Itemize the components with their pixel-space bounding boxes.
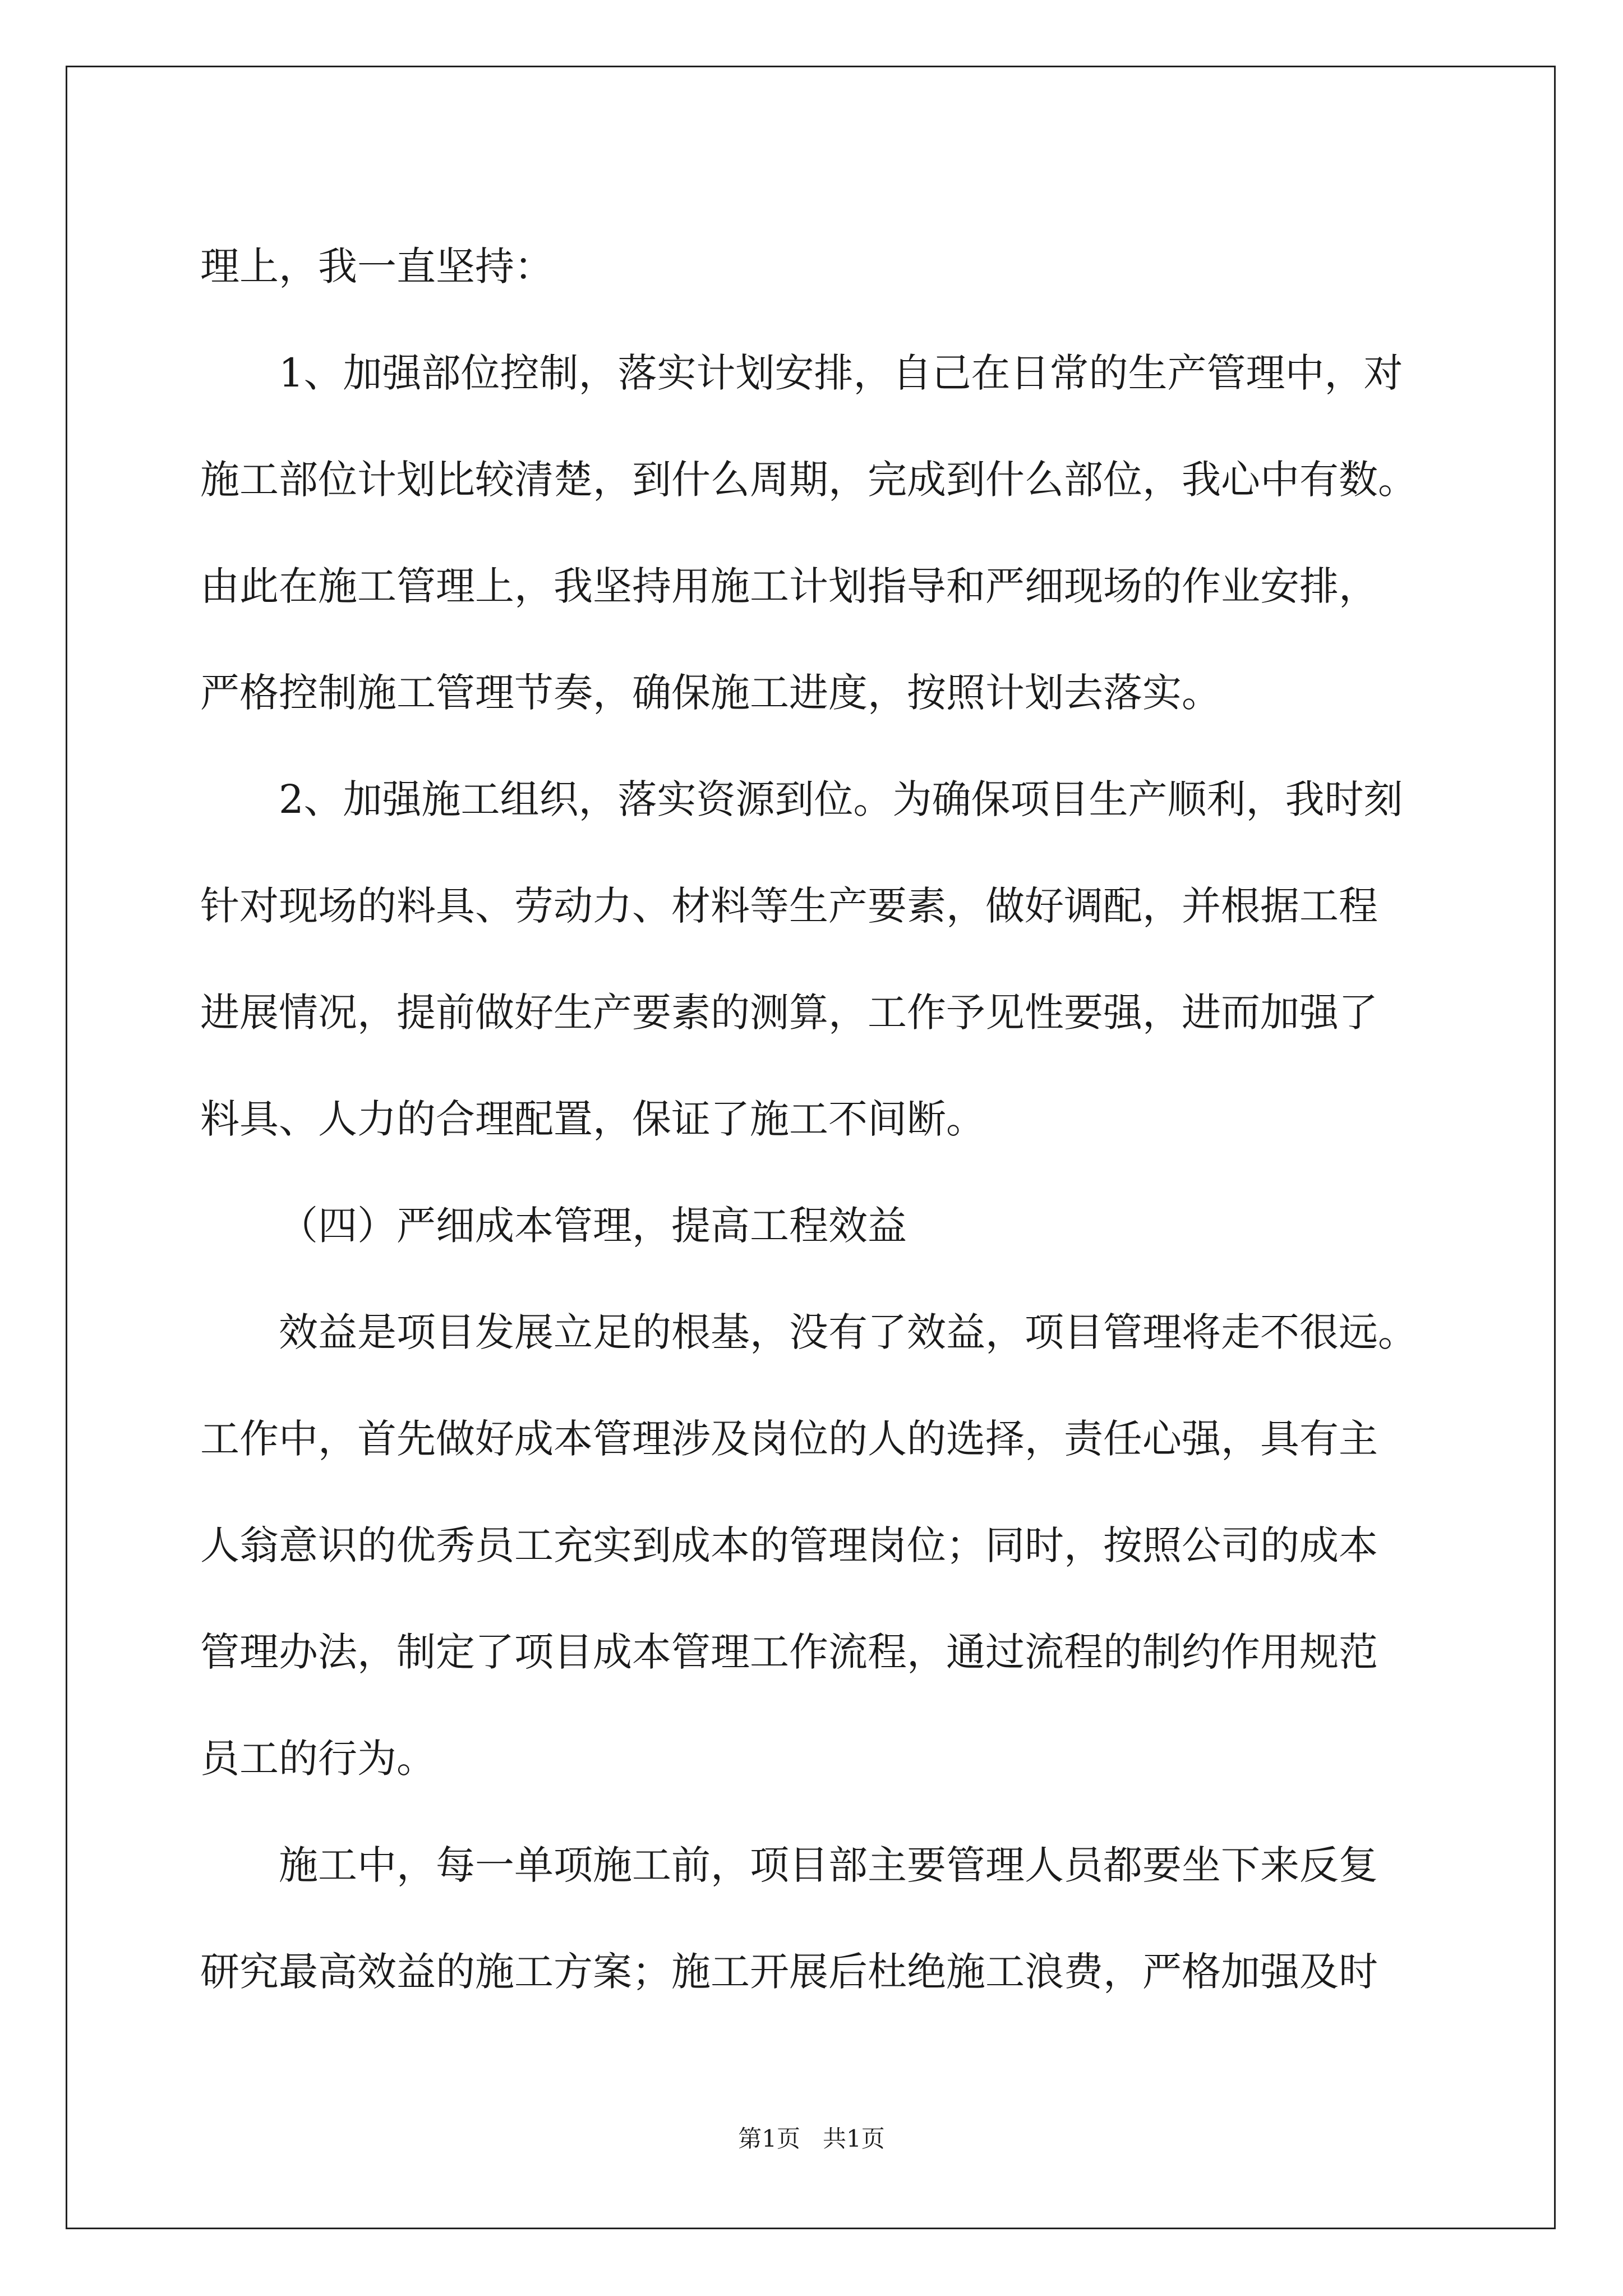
text-line: 效益是项目发展立足的根基，没有了效益，项目管理将走不很远。 <box>279 1309 1417 1355</box>
text-line: 针对现场的料具、劳动力、材料等生产要素，做好调配，并根据工程 <box>200 883 1378 929</box>
text-line: 理上，我一直坚持： <box>200 243 554 289</box>
text-line: 人翁意识的优秀员工充实到成本的管理岗位；同时，按照公司的成本 <box>200 1522 1378 1568</box>
text-line: 由此在施工管理上，我坚持用施工计划指导和严细现场的作业安排， <box>200 563 1378 609</box>
page-footer: 第1页 共1页 <box>738 2125 885 2152</box>
text-line: （四）严细成本管理，提高工程效益 <box>279 1203 907 1249</box>
text-line: 1、加强部位控制，落实计划安排，自己在日常的生产管理中，对 <box>279 350 1403 396</box>
text-line: 施工中，每一单项施工前，项目部主要管理人员都要坐下来反复 <box>279 1842 1378 1888</box>
text-line: 严格控制施工管理节奏，确保施工进度，按照计划去落实。 <box>200 670 1221 716</box>
text-line: 工作中，首先做好成本管理涉及岗位的人的选择，责任心强，具有主 <box>200 1416 1378 1462</box>
text-line: 料具、人力的合理配置，保证了施工不间断。 <box>200 1096 985 1142</box>
text-line: 进展情况，提前做好生产要素的测算，工作予见性要强，进而加强了 <box>200 990 1378 1036</box>
text-line: 研究最高效益的施工方案；施工开展后杜绝施工浪费，严格加强及时 <box>200 1949 1378 1995</box>
document-body <box>200 213 1423 2025</box>
text-line: 施工部位计划比较清楚，到什么周期，完成到什么部位，我心中有数。 <box>200 457 1417 503</box>
text-line: 2、加强施工组织，落实资源到位。为确保项目生产顺利，我时刻 <box>279 776 1403 822</box>
text-line: 管理办法，制定了项目成本管理工作流程，通过流程的制约作用规范 <box>200 1629 1378 1675</box>
text-line: 员工的行为。 <box>200 1736 436 1782</box>
